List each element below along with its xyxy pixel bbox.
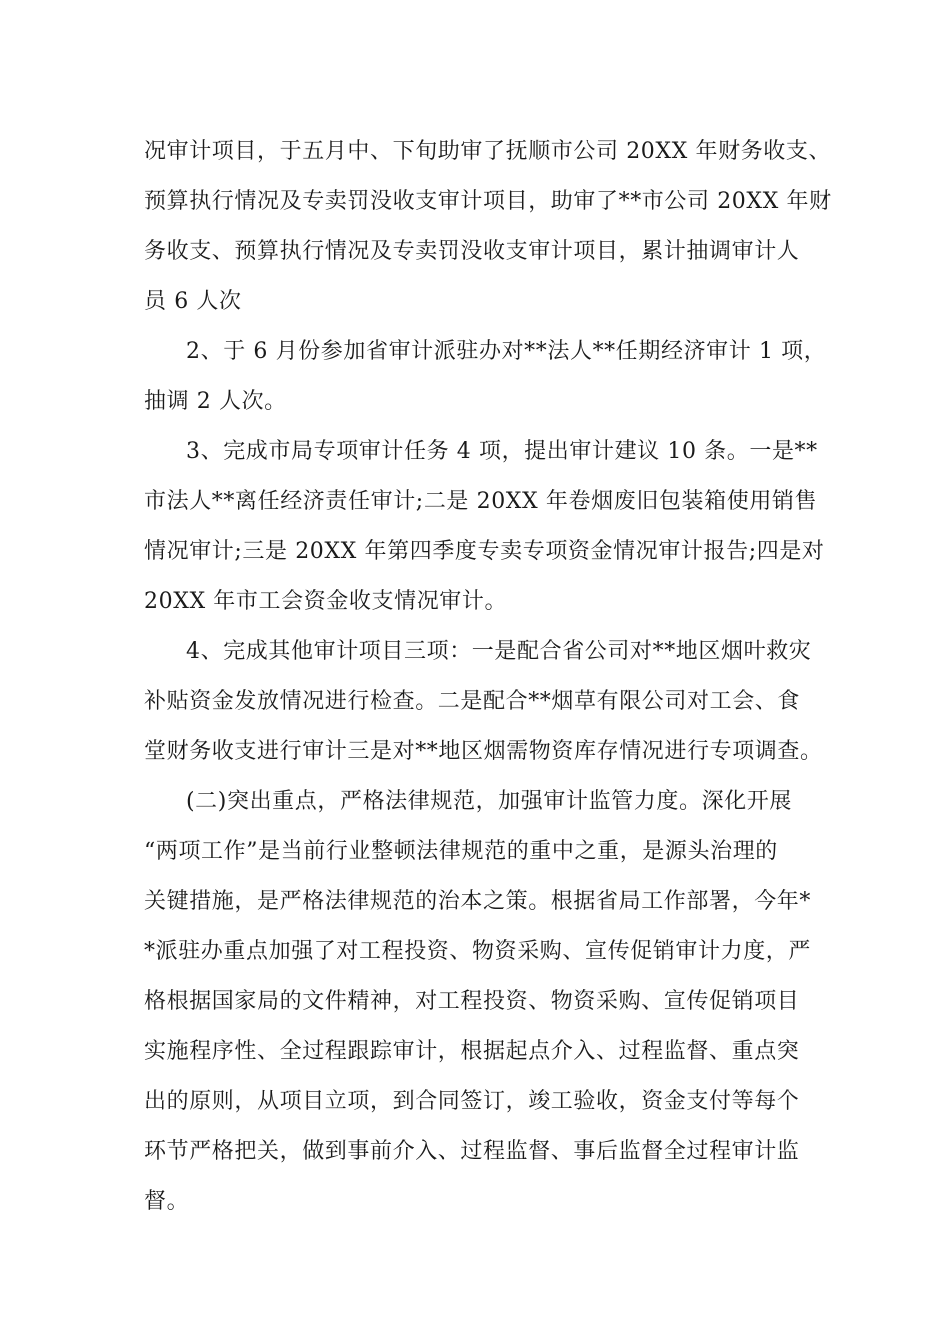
text-line: 督。 <box>144 1189 190 1214</box>
text-line: *派驻办重点加强了对工程投资、物资采购、宣传促销审计力度，严 <box>144 939 812 964</box>
text-line: 实施程序性、全过程跟踪审计，根据起点介入、过程监督、重点突 <box>144 1039 800 1064</box>
text-line: 环节严格把关，做到事前介入、过程监督、事后监督全过程审计监 <box>144 1139 800 1164</box>
text-line: 3、完成市局专项审计任务 4 项，提出审计建议 10 条。一是** <box>186 439 818 464</box>
text-line: (二)突出重点，严格法律规范，加强审计监管力度。深化开展 <box>186 789 792 814</box>
text-line: 格根据国家局的文件精神，对工程投资、物资采购、宣传促销项目 <box>144 989 800 1014</box>
text-line: 预算执行情况及专卖罚没收支审计项目，助审了**市公司 20XX 年财 <box>144 189 832 214</box>
text-line: 市法人**离任经济责任审计;二是 20XX 年卷烟废旧包装箱使用销售 <box>144 489 818 514</box>
text-line: 20XX 年市工会资金收支情况审计。 <box>144 589 508 614</box>
text-line: 况审计项目，于五月中、下旬助审了抚顺市公司 20XX 年财务收支、 <box>144 139 832 164</box>
text-line: 关键措施，是严格法律规范的治本之策。根据省局工作部署，今年* <box>144 889 812 914</box>
text-line: 情况审计;三是 20XX 年第四季度专卖专项资金情况审计报告;四是对 <box>144 539 825 564</box>
text-line: “两项工作”是当前行业整顿法律规范的重中之重，是源头治理的 <box>144 839 778 864</box>
text-line: 2、于 6 月份参加省审计派驻办对**法人**任期经济审计 1 项， <box>186 339 827 364</box>
text-line: 抽调 2 人次。 <box>144 389 287 414</box>
text-line: 务收支、预算执行情况及专卖罚没收支审计项目，累计抽调审计人 <box>144 239 800 264</box>
text-line: 出的原则，从项目立项，到合同签订，竣工验收，资金支付等每个 <box>144 1089 800 1114</box>
text-line: 补贴资金发放情况进行检查。二是配合**烟草有限公司对工会、食 <box>144 689 801 714</box>
text-line: 员 6 人次 <box>144 289 242 314</box>
text-line: 4、完成其他审计项目三项：一是配合省公司对**地区烟叶救灾 <box>186 639 812 664</box>
text-line: 堂财务收支进行审计三是对**地区烟需物资库存情况进行专项调查。 <box>144 739 823 764</box>
